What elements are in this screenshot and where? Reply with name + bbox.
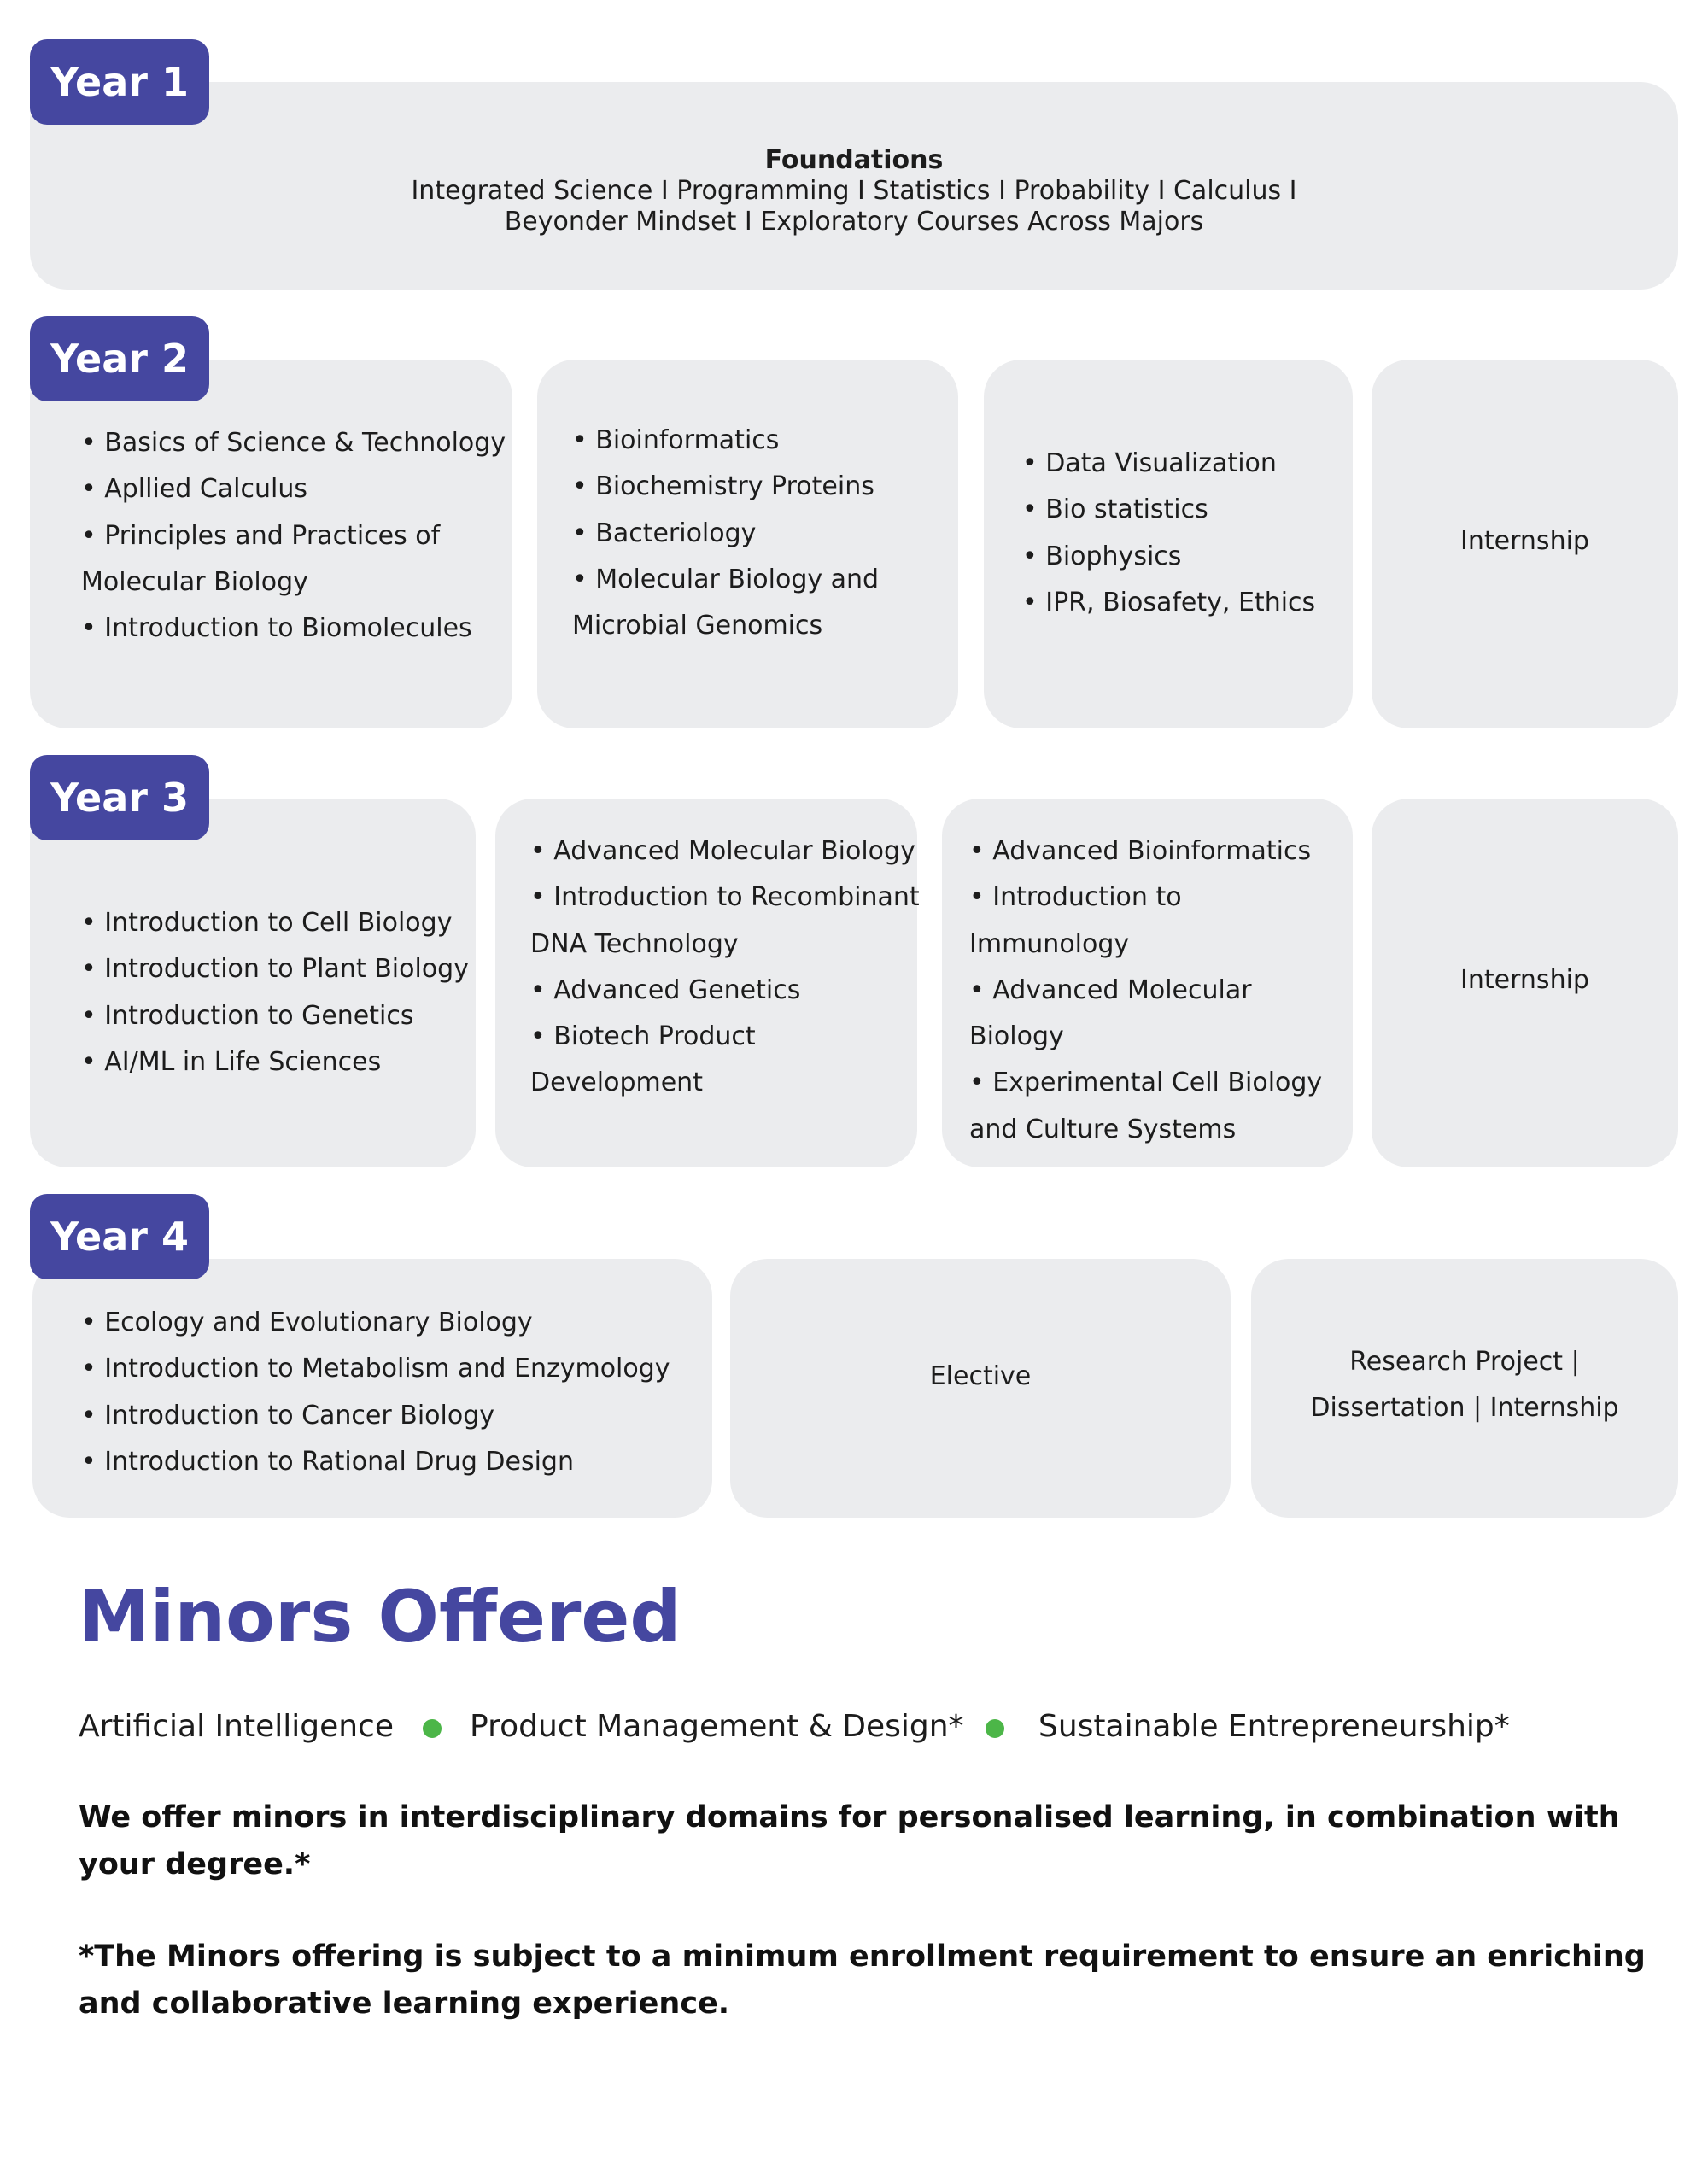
- course-item: • Molecular Biology and: [572, 564, 880, 594]
- course-item: Immunology: [969, 928, 1130, 959]
- year3-card-3-list: [969, 828, 1322, 1153]
- minors-description: We offer minors in interdisciplinary domains for personalised learning, in combination with your degree.*: [79, 1800, 1620, 1881]
- bullet-dot-icon: [423, 1719, 442, 1738]
- course-item: • Apllied Calculus: [81, 474, 307, 505]
- year3-badge: Year 3: [30, 755, 209, 840]
- course-item: • Introduction to Cell Biology: [81, 908, 453, 938]
- year4-research-label-2: Dissertation | Internship: [1310, 1393, 1619, 1423]
- year4-badge: Year 4: [30, 1194, 209, 1279]
- course-item: • Biophysics: [1022, 541, 1182, 571]
- course-item: Microbial Genomics: [572, 611, 823, 641]
- course-item: • IPR, Biosafety, Ethics: [1022, 587, 1316, 617]
- course-item: • Bioinformatics: [572, 425, 780, 455]
- course-item: DNA Technology: [530, 928, 739, 959]
- year3-card-1-list: [81, 900, 469, 1085]
- course-item: • Basics of Science & Technology: [81, 428, 506, 458]
- course-item: • Principles and Practices of: [81, 520, 441, 551]
- minor-item: Artificial Intelligence: [79, 1709, 394, 1744]
- course-item: • Biochemistry Proteins: [572, 471, 874, 502]
- course-item: • Introduction to Cancer Biology: [81, 1400, 495, 1431]
- foundations-title: Foundations: [764, 145, 944, 175]
- course-item: Biology: [969, 1021, 1064, 1052]
- course-item: • Introduction to Biomolecules: [81, 613, 472, 644]
- year2-card-3-list: [1022, 441, 1315, 626]
- course-item: • Advanced Genetics: [530, 974, 801, 1005]
- course-item: • Biotech Product: [530, 1021, 756, 1052]
- year2-card-1-list: [81, 420, 506, 652]
- year2-internship-label: Internship: [1460, 526, 1589, 556]
- year1-badge: Year 1: [30, 39, 209, 125]
- bullet-dot-icon: [986, 1719, 1004, 1738]
- course-item: • Bio statistics: [1022, 494, 1208, 525]
- course-item: • Introduction to Recombinant: [530, 882, 920, 913]
- course-item: • Bacteriology: [572, 518, 757, 548]
- course-item: • Advanced Molecular Biology: [530, 836, 915, 866]
- minor-item: Sustainable Entrepreneurship*: [1038, 1709, 1510, 1744]
- foundations-line-2: Beyonder Mindset I Exploratory Courses Across Majors: [504, 207, 1204, 237]
- course-item: • Advanced Molecular: [969, 974, 1252, 1005]
- course-item: • Introduction to Genetics: [81, 1000, 414, 1031]
- course-item: • Ecology and Evolutionary Biology: [81, 1308, 533, 1337]
- course-item: • Introduction to Plant Biology: [81, 954, 469, 985]
- foundations-line-1: Integrated Science I Programming I Statistics I Probability I Calculus I: [411, 176, 1297, 206]
- year2-card-2-list: [572, 418, 879, 649]
- minors-disclaimer: *The Minors offering is subject to a minimum enrollment requirement to ensure an enriching and collaborative learning experience.: [79, 1940, 1646, 2021]
- course-item: • Introduction to Metabolism and Enzymology: [81, 1354, 670, 1384]
- course-item: • AI/ML in Life Sciences: [81, 1046, 382, 1077]
- year4-card-1-list: [81, 1300, 670, 1485]
- course-item: • Experimental Cell Biology: [969, 1068, 1323, 1098]
- year4-research-label-1: Research Project |: [1349, 1347, 1580, 1377]
- minor-item: Product Management & Design*: [470, 1709, 964, 1744]
- course-item: • Introduction to: [969, 882, 1182, 913]
- course-item: • Advanced Bioinformatics: [969, 836, 1312, 866]
- course-item: Molecular Biology: [81, 566, 308, 597]
- course-item: and Culture Systems: [969, 1114, 1237, 1144]
- year3-internship-label: Internship: [1460, 965, 1589, 995]
- course-item: • Introduction to Rational Drug Design: [81, 1446, 574, 1477]
- course-item: Development: [530, 1068, 703, 1098]
- course-item: • Data Visualization: [1022, 448, 1277, 478]
- year2-badge: Year 2: [30, 316, 209, 401]
- year3-card-2-list: [530, 828, 920, 1107]
- minors-heading: Minors Offered: [79, 1575, 681, 1659]
- year4-elective-label: Elective: [929, 1361, 1032, 1391]
